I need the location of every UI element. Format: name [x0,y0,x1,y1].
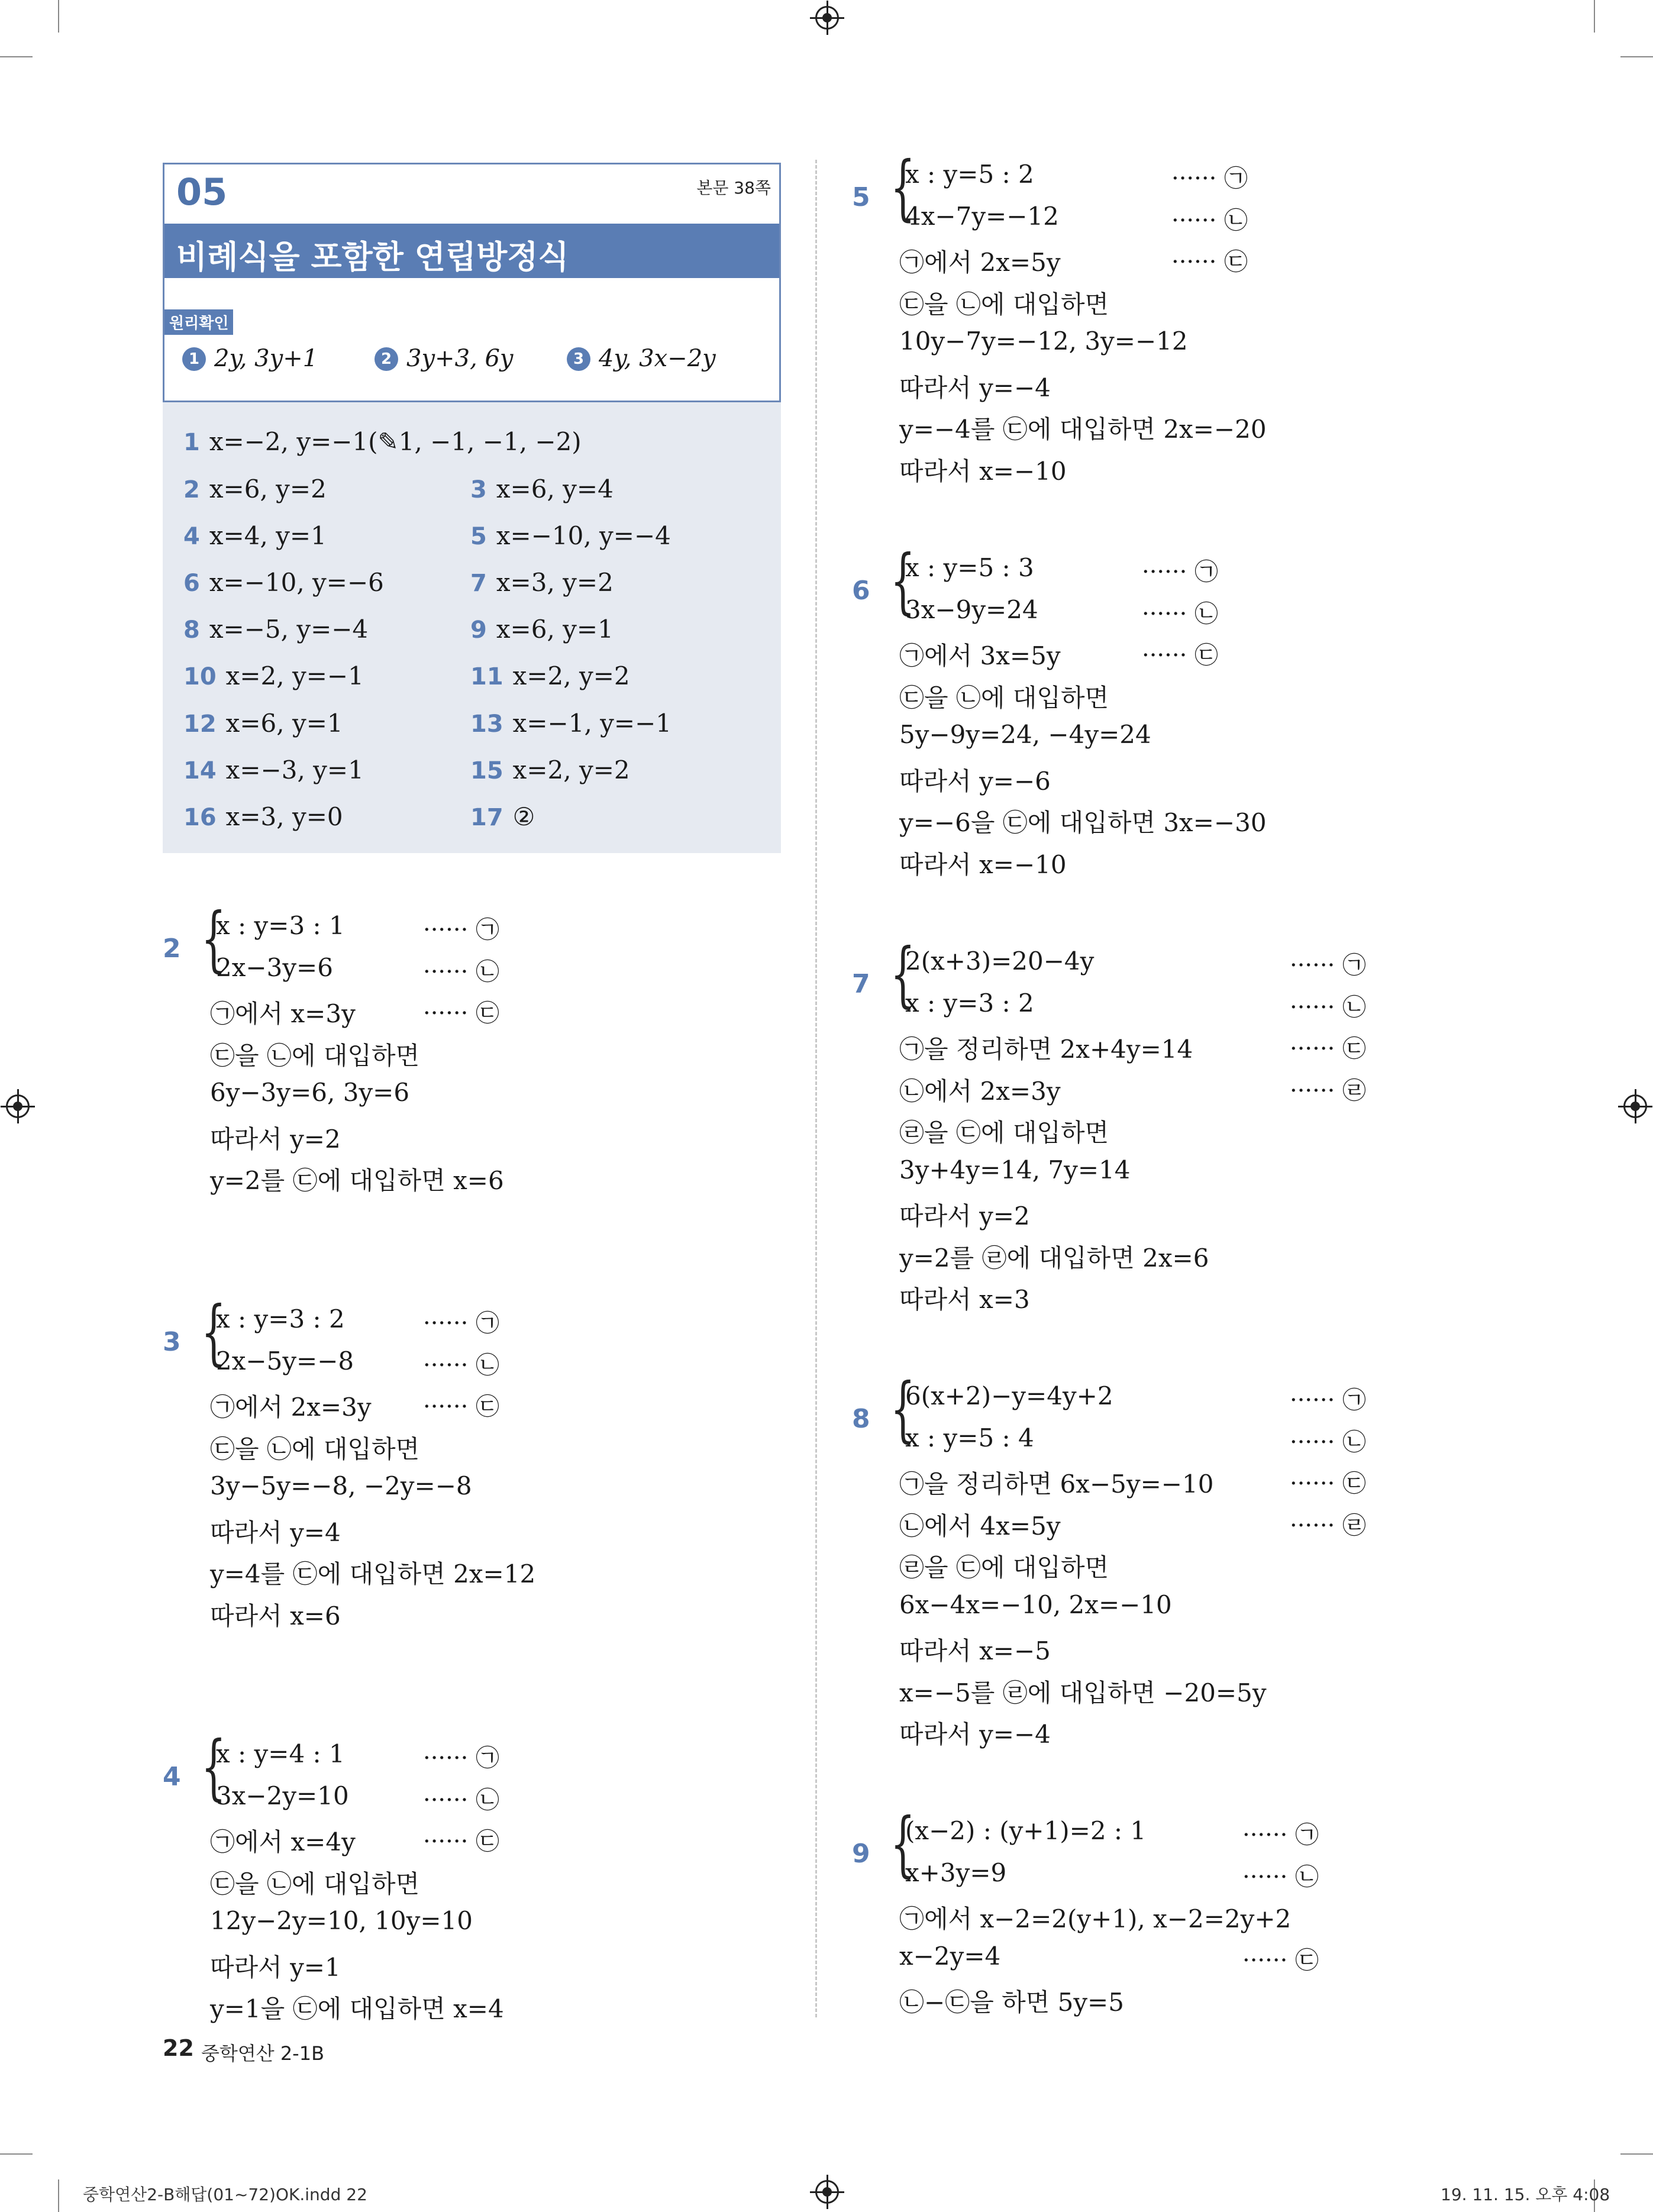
equation-tag: ······ ㉢ [1290,1470,1367,1497]
equation-tag: ······ ㉠ [1290,1387,1367,1414]
brace-icon: { [890,934,915,1016]
solution-line: ㉠에서 x=4y [210,1827,356,1856]
brace-icon: { [201,1726,226,1809]
page-number: 22 [163,2035,194,2061]
answer-panel [163,402,781,853]
concept-check-item [374,345,514,372]
check-text: 2y, 3y+1 [214,345,318,372]
crop-mark [58,2179,59,2212]
problem-number: 5 [852,182,870,212]
answer-item: 8 x=−5, y=−4 [183,615,369,644]
solution-line: 따라서 x=6 [210,1601,341,1630]
crop-mark [58,0,59,33]
solution-line: ㉢을 ㉡에 대입하면 [899,289,1109,319]
solution-line: 따라서 y=−6 [899,766,1051,796]
problem-number: 7 [852,969,870,999]
solution-line: ㉠에서 x−2=2(y+1), x−2=2y+2 [899,1904,1292,1933]
solution-line: ㉡에서 4x=5y [899,1511,1061,1541]
solution-line: 따라서 y=−4 [899,373,1051,402]
equation-tag: ······ ㉠ [1242,1822,1319,1849]
solution-line: 3y+4y=14, 7y=14 [899,1155,1131,1184]
system-equation: x : y=3 : 1 [216,911,345,940]
solution-line: 따라서 x=−10 [899,456,1067,486]
solution-line: y=−4를 ㉢에 대입하면 2x=−20 [899,415,1267,444]
problem-number: 8 [852,1404,870,1434]
problem-number: 3 [163,1327,181,1357]
solution-line: 6x−4x=−10, 2x=−10 [899,1590,1172,1619]
system-equation: 6(x+2)−y=4y+2 [905,1381,1113,1410]
equation-tag: ······ ㉡ [1290,1428,1367,1456]
registration-mark-icon [815,2180,839,2204]
crop-mark [1620,56,1653,57]
title-band [164,224,779,278]
system-equation: 2x−3y=6 [216,952,333,982]
brace-icon: { [201,1291,226,1374]
equation-tag: ······ ㉡ [1242,1863,1319,1891]
solution-line: ㉢을 ㉡에 대입하면 [210,1869,420,1898]
equation-tag: ······ ㉡ [1171,206,1248,234]
concept-check-item [567,345,716,372]
solution-line: 따라서 x=3 [899,1285,1030,1314]
solution-line: 따라서 x=−5 [899,1636,1051,1665]
solution-line: y=2를 ㉣에 대입하면 2x=6 [899,1243,1209,1273]
answer-item: 11 x=2, y=2 [470,661,630,690]
registration-mark-icon [6,1094,30,1118]
solution-line: y=2를 ㉢에 대입하면 x=6 [210,1166,504,1195]
system-equation: x : y=3 : 2 [905,988,1034,1018]
brace-icon: { [890,1368,915,1451]
solution-line: ㉠을 정리하면 2x+4y=14 [899,1035,1193,1064]
book-title: 중학연산 2-1B [201,2042,325,2065]
equation-tag: ······ ㉢ [1242,1946,1319,1974]
crop-mark [1594,0,1595,33]
equation-tag: ······ ㉣ [1290,1077,1367,1105]
solution-line: ㉢을 ㉡에 대입하면 [210,1434,420,1464]
answer-item: 15 x=2, y=2 [470,755,630,784]
solution-line: x−2y=4 [899,1941,1001,1971]
crop-mark [0,2153,33,2155]
answer-item: 13 x=−1, y=−1 [470,709,671,738]
crop-mark [0,56,33,57]
solution-line: 따라서 y=−4 [899,1720,1051,1749]
system-equation: 2(x+3)=20−4y [905,947,1095,976]
circled-number: 1 [182,347,206,371]
solution-line: ㉣을 ㉢에 대입하면 [899,1118,1109,1147]
circled-number: 3 [567,347,590,371]
answer-item: 9 x=6, y=1 [470,615,614,644]
registration-mark-icon [815,6,839,30]
problem-number: 2 [163,934,181,964]
solution-line: 따라서 x=−10 [899,850,1067,879]
equation-tag: ······ ㉡ [423,958,500,986]
equation-tag: ······ ㉠ [423,1745,500,1772]
brace-icon: { [201,898,226,980]
equation-tag: ······ ㉢ [1171,248,1248,276]
system-equation: x : y=5 : 2 [905,160,1034,189]
answer-item: 1 x=−2, y=−1(✎1, −1, −1, −2) [183,427,582,456]
file-slug: 중학연산2-B해답(01~72)OK.indd 22 [83,2185,367,2204]
check-text: 4y, 3x−2y [599,345,716,372]
page-reference: 본문 38쪽 [696,178,771,198]
solution-line: ㉠을 정리하면 6x−5y=−10 [899,1470,1214,1499]
solution-line: 따라서 y=1 [210,1952,341,1982]
equation-tag: ······ ㉠ [1290,952,1367,979]
brace-icon: { [890,540,915,622]
equation-tag: ······ ㉡ [1142,600,1219,628]
answer-item: 7 x=3, y=2 [470,568,614,597]
solution-line: 10y−7y=−12, 3y=−12 [899,327,1188,356]
solution-line: ㉡−㉢을 하면 5y=5 [899,1988,1124,2017]
circled-number: 2 [374,347,398,371]
section-header [163,163,781,402]
answer-item: 10 x=2, y=−1 [183,661,364,690]
check-text: 3y+3, 6y [406,345,514,372]
system-equation: 3x−2y=10 [216,1781,349,1810]
equation-tag: ······ ㉢ [423,1393,500,1420]
solution-line: ㉠에서 2x=5y [899,248,1061,277]
brace-icon: { [890,147,915,229]
solution-line: 따라서 y=2 [899,1202,1030,1231]
answer-item: 2 x=6, y=2 [183,474,327,503]
system-equation: 4x−7y=−12 [905,201,1059,231]
brace-icon: { [890,1803,915,1885]
problem-number: 6 [852,576,870,606]
solution-line: ㉠에서 2x=3y [210,1393,372,1422]
system-equation: 3x−9y=24 [905,595,1038,624]
equation-tag: ······ ㉢ [423,1828,500,1855]
solution-line: 따라서 y=4 [210,1517,341,1547]
solution-line: ㉠에서 3x=5y [899,641,1061,670]
solution-line: 12y−2y=10, 10y=10 [210,1906,473,1935]
system-equation: x : y=3 : 2 [216,1304,345,1333]
system-equation: x : y=5 : 4 [905,1423,1034,1452]
solution-line: ㉣을 ㉢에 대입하면 [899,1553,1109,1582]
problem-number: 9 [852,1839,870,1869]
answer-item: 6 x=−10, y=−6 [183,568,384,597]
equation-tag: ······ ㉠ [423,1310,500,1337]
problem-number: 4 [163,1762,181,1792]
solution-line: y=4를 ㉢에 대입하면 2x=12 [210,1559,536,1588]
solution-line: 5y−9y=24, −4y=24 [899,720,1151,749]
print-timestamp: 19. 11. 15. 오후 4:08 [1441,2185,1610,2204]
system-equation: 2x−5y=−8 [216,1346,354,1375]
system-equation: (x−2) : (y+1)=2 : 1 [905,1816,1147,1845]
equation-tag: ······ ㉢ [423,1000,500,1027]
equation-tag: ······ ㉡ [1290,993,1367,1021]
answer-item: 3 x=6, y=4 [470,474,614,503]
solution-line: ㉢을 ㉡에 대입하면 [210,1041,420,1070]
solution-line: y=−6을 ㉢에 대입하면 3x=−30 [899,808,1267,837]
answer-item: 5 x=−10, y=−4 [470,521,671,550]
solution-line: 6y−3y=6, 3y=6 [210,1078,410,1107]
answer-item: 16 x=3, y=0 [183,802,343,831]
section-title: 비례식을 포함한 연립방정식 [176,238,569,276]
solution-line: y=1을 ㉢에 대입하면 x=4 [210,1994,504,2023]
system-equation: x : y=5 : 3 [905,553,1034,582]
answer-item: 12 x=6, y=1 [183,709,343,738]
answer-item: 14 x=−3, y=1 [183,755,364,784]
solution-line: 3y−5y=−8, −2y=−8 [210,1471,472,1500]
equation-tag: ······ ㉣ [1290,1512,1367,1539]
answer-item: 17 ② [470,802,535,831]
answer-item: 4 x=4, y=1 [183,521,327,550]
solution-line: ㉢을 ㉡에 대입하면 [899,683,1109,712]
solution-line: ㉡에서 2x=3y [899,1076,1061,1106]
crop-mark [1620,2153,1653,2155]
solution-line: 따라서 y=2 [210,1124,341,1154]
concept-check-item [182,345,318,372]
equation-tag: ······ ㉠ [1142,558,1219,586]
solution-line: ㉠에서 x=3y [210,999,356,1028]
equation-tag: ······ ㉢ [1290,1035,1367,1063]
equation-tag: ······ ㉠ [1171,165,1248,192]
system-equation: x+3y=9 [905,1858,1007,1887]
equation-tag: ······ ㉢ [1142,642,1219,669]
equation-tag: ······ ㉡ [423,1786,500,1814]
equation-tag: ······ ㉠ [423,916,500,944]
equation-tag: ······ ㉡ [423,1351,500,1379]
system-equation: x : y=4 : 1 [216,1739,345,1768]
concept-check-badge: 원리확인 [164,309,233,335]
solution-line: x=−5를 ㉣에 대입하면 −20=5y [899,1678,1267,1707]
column-divider [815,160,817,2017]
registration-mark-icon [1623,1094,1647,1118]
section-number: 05 [176,170,228,214]
